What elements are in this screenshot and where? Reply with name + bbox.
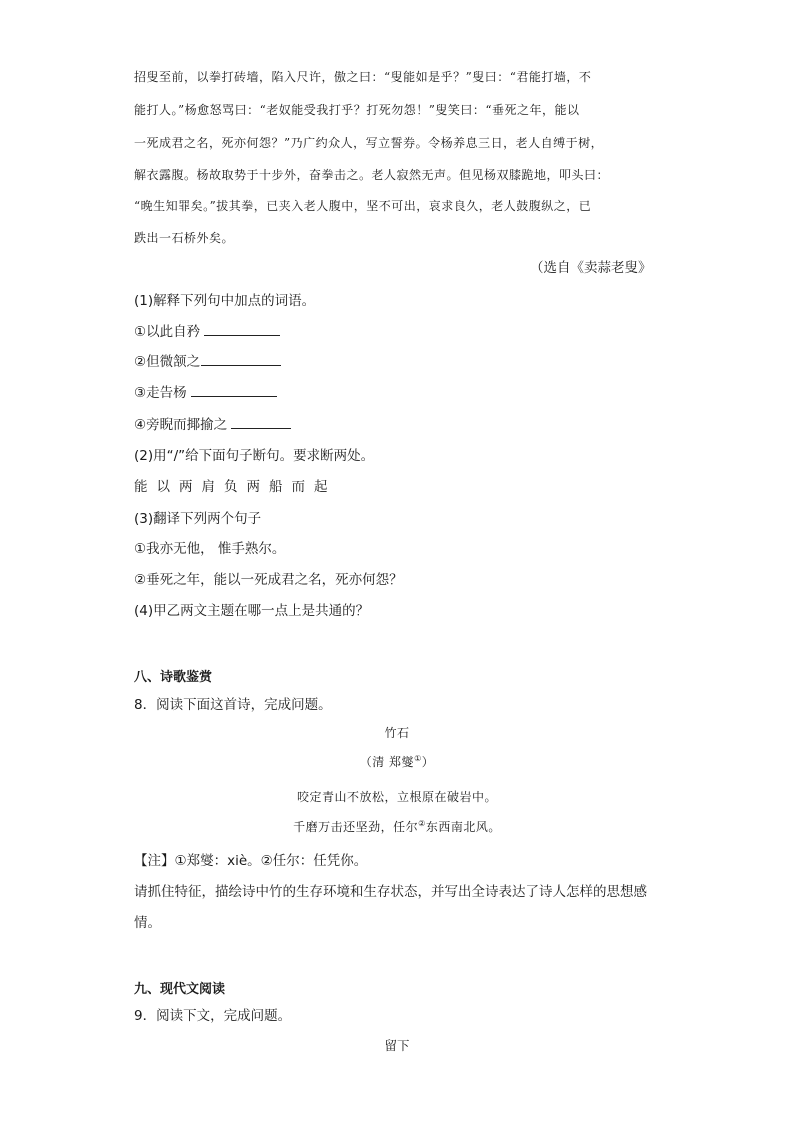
poem-author	[0, 753, 794, 770]
poem-line-2-b: 东西南北风。	[425, 820, 501, 834]
poem-line-2	[0, 818, 794, 835]
section8-heading: 八、诗歌鉴赏	[134, 670, 213, 685]
q7-part4: (4)甲乙两文主题在哪一点上是共通的？	[134, 603, 370, 619]
section8-question: 8．阅读下面这首诗，完成问题。	[134, 697, 332, 713]
passage-line-5: “晚生知罪矣。”拔其拳，已夹入老人腹中，坚不可出，哀求良久，老人鼓腹纵之，已	[134, 199, 592, 213]
answer-blank[interactable]	[204, 323, 280, 336]
q7-part1: (1)解释下列句中加点的词语。	[134, 293, 316, 309]
poem-title: 竹石	[384, 726, 410, 740]
answer-blank[interactable]	[191, 384, 277, 397]
q7-item-4-text: ④旁睨而揶揄之	[134, 417, 228, 433]
q7-item-3-text: ③走告杨	[134, 385, 187, 401]
q7-item-2	[134, 350, 281, 370]
footnote-mark-2: ②	[418, 819, 426, 828]
section8-task-line-2: 情。	[134, 915, 161, 931]
passage-line-1: 招叟至前，以拳打砖墙，陷入尺许，傲之曰：“叟能如是乎？”叟曰：“君能打墙，不	[134, 70, 592, 84]
q7-item-1-text: ①以此自矜	[134, 324, 201, 340]
passage-line-6: 跌出一石桥外矣。	[134, 231, 235, 245]
section9-question: 9．阅读下文，完成问题。	[134, 1008, 292, 1024]
passage-source: （选自《卖蒜老叟》	[530, 260, 652, 276]
article-title: 留下	[384, 1038, 410, 1053]
q7-translation-1: ①我亦无他， 惟手熟尔。	[134, 541, 286, 557]
answer-blank[interactable]	[201, 353, 281, 366]
poem-note: 【注】①郑燮：xiè。②任尔：任凭你。	[134, 853, 368, 869]
q7-part2: (2)用“/”给下面句子断句。要求断两处。	[134, 448, 375, 464]
q7-item-4	[134, 413, 291, 433]
q7-item-1	[134, 320, 280, 340]
poem-line-1: 咬定青山不放松，立根原在破岩中。	[296, 790, 497, 804]
q7-translation-2: ②垂死之年，能以一死成君之名，死亦何怨？	[134, 572, 403, 588]
q7-item-3	[134, 381, 277, 401]
passage-line-4: 解衣露腹。杨故取势于十步外，奋拳击之。老人寂然无声。但见杨双膝跪地，叩头曰：	[134, 168, 610, 182]
section8-task-line-1: 请抓住特征，描绘诗中竹的生存环境和生存状态，并写出全诗表达了诗人怎样的思想感	[134, 884, 647, 900]
poem-author-close: ）	[421, 755, 435, 769]
q7-part2-sentence: 能以两肩负两船而起	[134, 479, 337, 495]
passage-line-2: 能打人。”杨愈怒骂曰：“老奴能受我打乎？打死勿怨！”叟笑曰：“垂死之年，能以	[134, 103, 580, 117]
q7-part3: (3)翻译下列两个句子	[134, 511, 262, 527]
answer-blank[interactable]	[231, 416, 291, 429]
footnote-mark-1: ①	[414, 754, 422, 763]
section9-heading: 九、现代文阅读	[134, 982, 226, 997]
poem-line-2-a: 千磨万击还坚劲，任尔	[293, 820, 419, 834]
passage-line-3: 一死成君之名，死亦何怨？”乃广约众人，写立誓券。令杨养息三日，老人自缚于树，	[134, 136, 604, 150]
poem-author-text: （清 郑燮	[359, 755, 415, 769]
q7-item-2-text: ②但微颔之	[134, 354, 201, 370]
